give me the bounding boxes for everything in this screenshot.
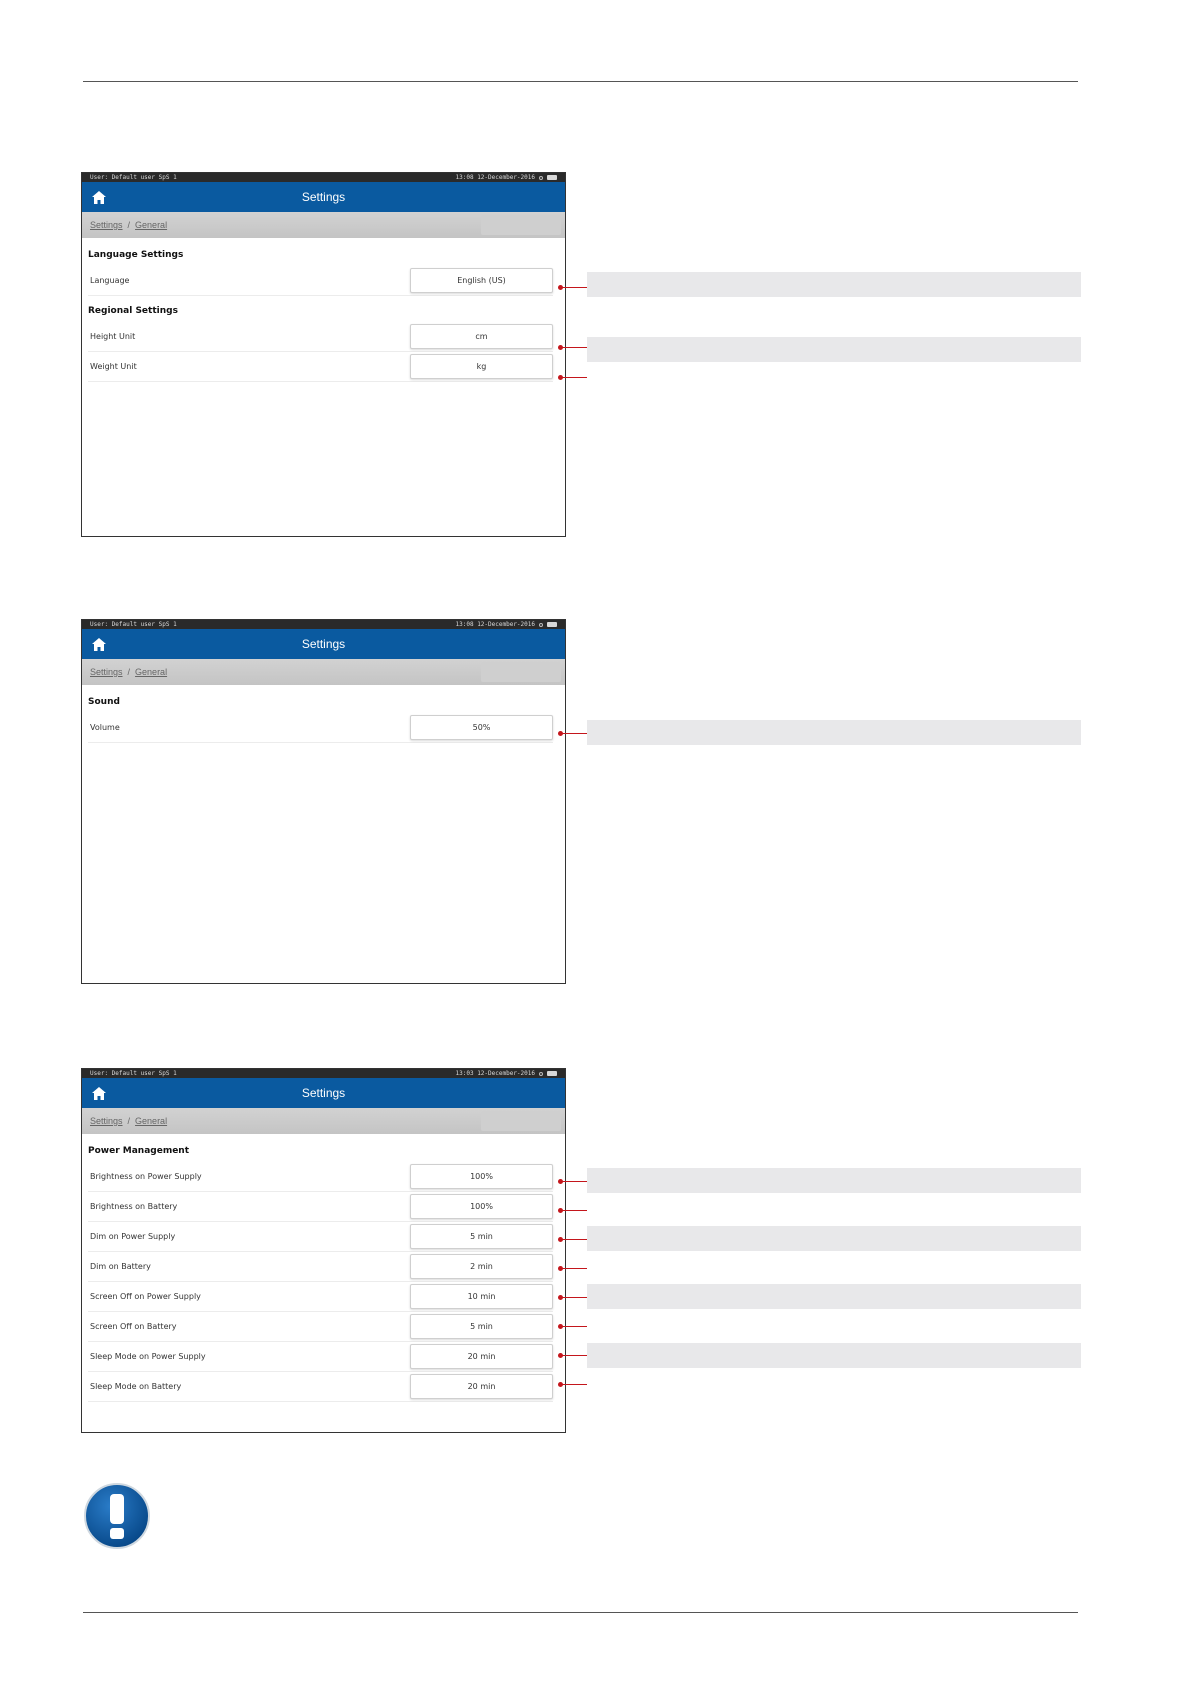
settings-row xyxy=(88,352,553,382)
row-label: Screen Off on Power Supply xyxy=(90,1292,201,1301)
row-label: Language xyxy=(90,276,130,285)
settings-row xyxy=(88,713,553,743)
settings-row xyxy=(88,1162,553,1192)
settings-row xyxy=(88,1192,553,1222)
screen-off-battery-selector[interactable]: 5 min xyxy=(410,1314,553,1339)
callout-box xyxy=(587,337,1081,362)
row-label: Brightness on Power Supply xyxy=(90,1172,202,1181)
row-label: Weight Unit xyxy=(90,362,137,371)
page-title: Settings xyxy=(301,1086,346,1100)
battery-icon xyxy=(547,175,557,180)
row-label: Screen Off on Battery xyxy=(90,1322,177,1331)
status-bar xyxy=(82,1069,565,1078)
callout-marker xyxy=(558,1179,563,1184)
height-unit-selector[interactable]: cm xyxy=(410,324,553,349)
callout-box xyxy=(587,1226,1081,1251)
callout-marker xyxy=(558,731,563,736)
status-icon xyxy=(539,176,543,180)
status-bar xyxy=(82,620,565,629)
settings-row xyxy=(88,1312,553,1342)
title-bar xyxy=(82,1078,565,1108)
breadcrumb-settings[interactable]: Settings xyxy=(90,1116,123,1126)
callout-box xyxy=(587,1284,1081,1309)
breadcrumb xyxy=(82,1108,565,1134)
sleep-power-selector[interactable]: 20 min xyxy=(410,1344,553,1369)
breadcrumb-separator: / xyxy=(127,220,131,230)
callout-line xyxy=(560,1326,587,1327)
title-bar xyxy=(82,629,565,659)
settings-row xyxy=(88,322,553,352)
callout-line xyxy=(560,287,587,288)
dim-power-selector[interactable]: 5 min xyxy=(410,1224,553,1249)
callout-box xyxy=(587,1343,1081,1368)
battery-icon xyxy=(547,1071,557,1076)
dim-battery-selector[interactable]: 2 min xyxy=(410,1254,553,1279)
breadcrumb-settings[interactable]: Settings xyxy=(90,220,123,230)
section-title: Power Management xyxy=(88,1146,190,1156)
exclamation-icon xyxy=(83,1482,151,1550)
settings-row xyxy=(88,266,553,296)
user-label: User: Default user SpS 1 xyxy=(90,174,177,181)
screenshot-power-management xyxy=(81,1068,566,1433)
home-icon[interactable] xyxy=(92,191,106,204)
callout-line xyxy=(560,1268,587,1269)
breadcrumb xyxy=(82,212,565,238)
callout-line xyxy=(560,1355,587,1356)
row-label: Sleep Mode on Power Supply xyxy=(90,1352,206,1361)
section-title: Language Settings xyxy=(88,250,184,260)
breadcrumb-action-button[interactable] xyxy=(481,1111,561,1131)
callout-box xyxy=(587,272,1081,297)
language-selector[interactable]: English (US) xyxy=(410,268,553,293)
screen-off-power-selector[interactable]: 10 min xyxy=(410,1284,553,1309)
settings-row xyxy=(88,1342,553,1372)
callout-line xyxy=(560,1297,587,1298)
status-bar xyxy=(82,173,565,182)
screenshot-sound xyxy=(81,619,566,984)
brightness-battery-selector[interactable]: 100% xyxy=(410,1194,553,1219)
status-icon xyxy=(539,623,543,627)
row-label: Volume xyxy=(90,723,120,732)
screenshot-language-regional xyxy=(81,172,566,537)
header-rule xyxy=(83,81,1078,82)
datetime: 13:08 12-December-2016 xyxy=(455,174,535,181)
footer-rule xyxy=(83,1612,1078,1613)
callout-marker xyxy=(558,1324,563,1329)
row-label: Dim on Power Supply xyxy=(90,1232,176,1241)
brightness-power-selector[interactable]: 100% xyxy=(410,1164,553,1189)
callout-line xyxy=(560,1210,587,1211)
datetime: 13:08 12-December-2016 xyxy=(455,621,535,628)
settings-row xyxy=(88,1222,553,1252)
callout-marker xyxy=(558,1237,563,1242)
row-label: Height Unit xyxy=(90,332,136,341)
callout-marker xyxy=(558,1382,563,1387)
volume-selector[interactable]: 50% xyxy=(410,715,553,740)
breadcrumb-general[interactable]: General xyxy=(135,667,168,677)
home-icon[interactable] xyxy=(92,638,106,651)
callout-box xyxy=(587,1168,1081,1193)
weight-unit-selector[interactable]: kg xyxy=(410,354,553,379)
callout-marker xyxy=(558,1295,563,1300)
callout-line xyxy=(560,733,587,734)
section-title: Sound xyxy=(88,697,120,707)
section-title: Regional Settings xyxy=(88,306,178,316)
breadcrumb-separator: / xyxy=(127,667,131,677)
breadcrumb-general[interactable]: General xyxy=(135,220,168,230)
row-label: Sleep Mode on Battery xyxy=(90,1382,182,1391)
title-bar xyxy=(82,182,565,212)
callout-line xyxy=(560,377,587,378)
datetime: 13:03 12-December-2016 xyxy=(455,1070,535,1077)
page-title: Settings xyxy=(301,637,346,651)
callout-marker xyxy=(558,285,563,290)
breadcrumb-separator: / xyxy=(127,1116,131,1126)
callout-marker xyxy=(558,345,563,350)
callout-marker xyxy=(558,375,563,380)
settings-row xyxy=(88,1252,553,1282)
home-icon[interactable] xyxy=(92,1087,106,1100)
breadcrumb-general[interactable]: General xyxy=(135,1116,168,1126)
callout-marker xyxy=(558,1353,563,1358)
callout-line xyxy=(560,1384,587,1385)
callout-line xyxy=(560,1239,587,1240)
battery-icon xyxy=(547,622,557,627)
callout-marker xyxy=(558,1266,563,1271)
status-icon xyxy=(539,1072,543,1076)
user-label: User: Default user SpS 1 xyxy=(90,1070,177,1077)
settings-row xyxy=(88,1282,553,1312)
breadcrumb-action-button[interactable] xyxy=(481,662,561,682)
callout-line xyxy=(560,1181,587,1182)
settings-row xyxy=(88,1372,553,1402)
callout-marker xyxy=(558,1208,563,1213)
breadcrumb xyxy=(82,659,565,685)
user-label: User: Default user SpS 1 xyxy=(90,621,177,628)
callout-box xyxy=(587,720,1081,745)
row-label: Brightness on Battery xyxy=(90,1202,178,1211)
breadcrumb-settings[interactable]: Settings xyxy=(90,667,123,677)
row-label: Dim on Battery xyxy=(90,1262,151,1271)
page-title: Settings xyxy=(301,190,346,204)
breadcrumb-action-button[interactable] xyxy=(481,215,561,235)
callout-line xyxy=(560,347,587,348)
sleep-battery-selector[interactable]: 20 min xyxy=(410,1374,553,1399)
